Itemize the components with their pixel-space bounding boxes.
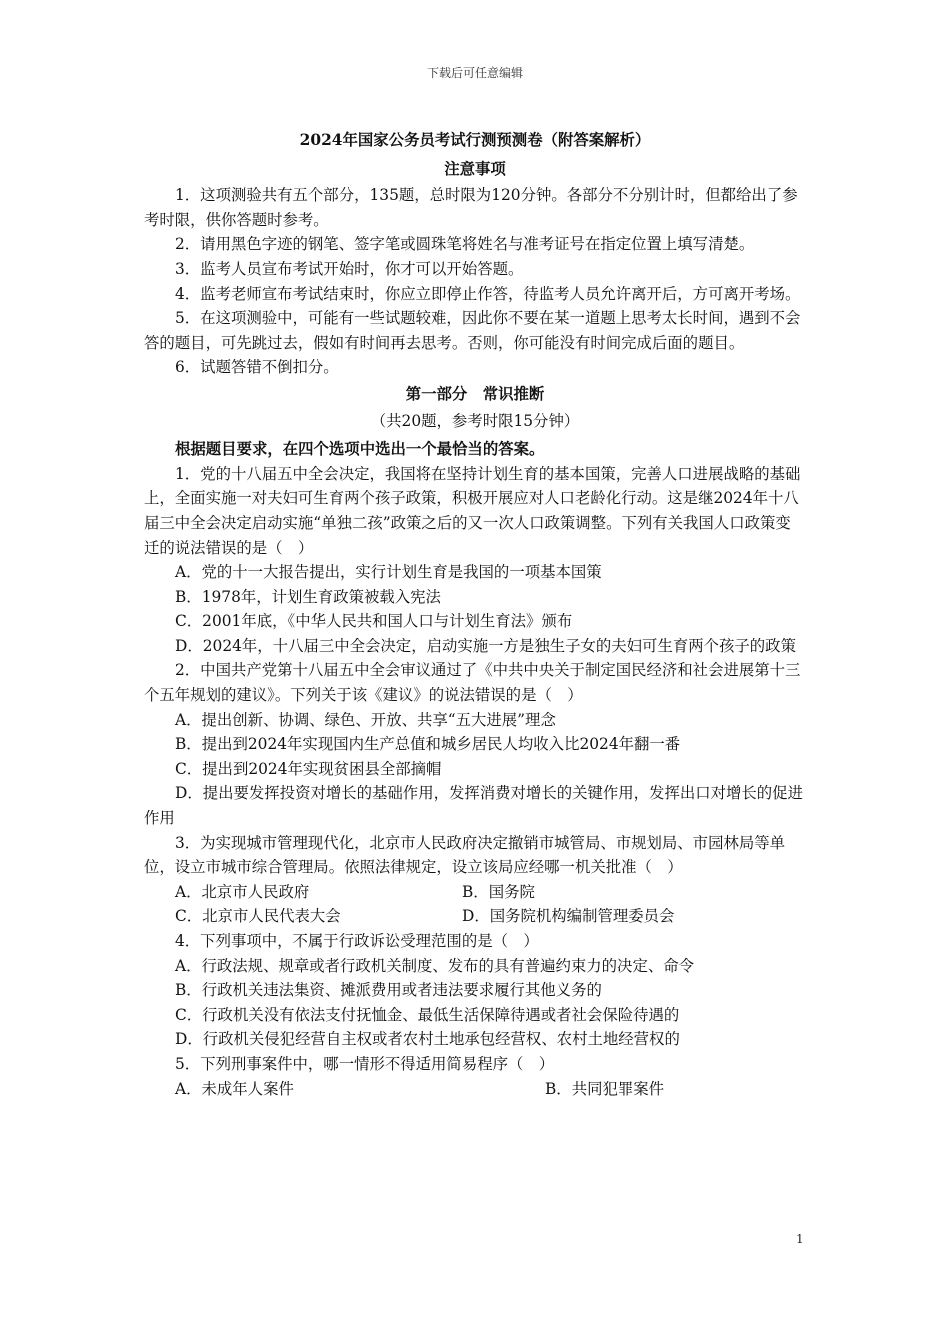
option-row [144,904,806,929]
option-row [144,880,806,905]
section-title: 第一部分 常识推断 [405,384,545,403]
notice-item: 1．这项测验共有五个部分，135题，总时限为120分钟。各部分不分别计时，但都给出了参考时限，供你答题时参考。 [144,186,798,229]
question-stem: 3．为实现城市管理现代化，北京市人民政府决定撤销市城管局、市规划局、市园林局等单位，设立市城市综合管理局。依照法律规定，设立该局应经哪一机关批准（ ） [144,833,786,877]
question-option: D．2024年，十八届三中全会决定，启动实施一方是独生子女的夫妇可生育两个孩子的政策 [175,636,796,655]
question-option: A．行政法规、规章或者行政机关制度、发布的具有普遍约束力的决定、命令 [175,956,695,975]
question-option: C．提出到2024年实现贫困县全部摘帽 [175,759,442,778]
section-instruction: 根据题目要求，在四个选项中选出一个最恰当的答案。 [175,440,545,459]
question-option: A．北京市人民政府 [175,882,310,901]
question-option: A．党的十一大报告提出，实行计划生育是我国的一项基本国策 [175,563,602,582]
notice-item: 4．监考老师宣布考试结束时，你应立即停止作答，待监考人员允许离开后，方可离开考场。 [175,284,801,303]
notice-item: 6．试题答错不倒扣分。 [175,358,339,377]
page-number: 1 [796,1232,804,1246]
question-option: D．国务院机构编制管理委员会 [462,907,675,926]
question-option: B．共同犯罪案件 [545,1079,665,1098]
question-option: A．提出创新、协调、绿色、开放、共享“五大进展”理念 [175,710,556,729]
question-stem: 5．下列刑事案件中，哪一情形不得适用简易程序（ ） [175,1054,555,1073]
question-stem: 2．中国共产党第十八届五中全会审议通过了《中共中央关于制定国民经济和社会进展第十三个五年规划的建议》。下列关于该《建议》的说法错误的是（ ） [144,661,801,705]
document-title: 2024年国家公务员考试行测预测卷（附答案解析） [299,131,651,149]
notice-item: 5．在这项测验中，可能有一些试题较难，因此你不要在某一道题上思考太长时间，遇到不会答的题目，可先跳过去，假如有时间再去思考。否则，你可能没有时间完成后面的题目。 [144,309,801,352]
option-row [144,1077,806,1102]
question-option: C．2001年底，《中华人民共和国人口与计划生育法》颁布 [175,612,573,631]
notice-item: 3．监考人员宣布考试开始时，你才可以开始答题。 [175,259,524,278]
notice-item: 2．请用黑色字迹的钢笔、签字笔或圆珠笔将姓名与准考证号在指定位置上填写清楚。 [175,235,755,254]
question-option: D．行政机关侵犯经营自主权或者农村土地承包经营权、农村土地经营权的 [175,1030,680,1049]
question-option: B．1978年，计划生育政策被载入宪法 [175,587,441,606]
question-option: B．国务院 [462,882,535,901]
section-subtitle: （共20题，参考时限15分钟） [370,411,580,430]
question-option: C．行政机关没有依法支付抚恤金、最低生活保障待遇或者社会保险待遇的 [175,1005,680,1024]
document-body [144,128,806,1101]
question-stem: 1．党的十八届五中全会决定，我国将在坚持计划生育的基本国策，完善人口进展战略的基础上，全面实施一对夫妇可生育两个孩子政策，积极开展应对人口老龄化行动。这是继2024年十八届三中全会决定启动实施“单独二孩”政策之后的又一次人口政策调整。下列有关我国人口政策变迁的说法错误的是（ ） [144,464,801,557]
question-option: D．提出要发挥投资对增长的基础作用，发挥消费对增长的关键作用，发挥出口对增长的促进作用 [144,784,803,828]
question-option: B．行政机关违法集资、摊派费用或者违法要求履行其他义务的 [175,981,602,1000]
download-note: 下载后可任意编辑 [426,66,523,80]
question-option: C．北京市人民代表大会 [175,907,341,926]
question-option: B．提出到2024年实现国内生产总值和城乡居民人均收入比2024年翻一番 [175,735,681,754]
question-option: A．未成年人案件 [175,1079,294,1098]
question-stem: 4．下列事项中，不属于行政诉讼受理范围的是（ ） [175,932,539,950]
notice-heading: 注意事项 [444,159,506,178]
